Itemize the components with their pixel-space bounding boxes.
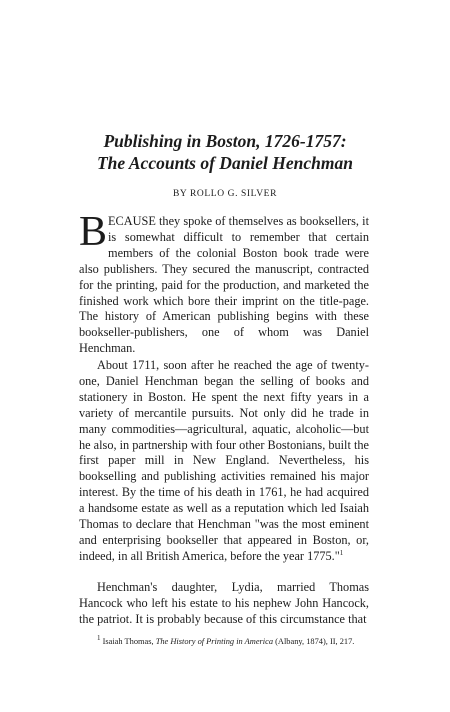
footnote-book-title: The History of Printing in America xyxy=(155,637,274,646)
paragraph-2-text: About 1711, soon after he reached the age of twenty-one, Daniel Henchman began the selling of books and stationery in Boston. He spent the next fifty years in a variety of mercantile pursuits. Not only did he trade in many commodities—agricultural, aquatic, alcoholic—but he also, in partnership with four other Bostonians, built the first paper mill in New England. Nevertheless, his bookselling and publishing activities remained his major interest. By the time of his death in 1761, he had acquired a handsome estate as well as a reputation which led Isaiah Thomas to declare that Henchman "was the most eminent and enterprising bookseller that appeared in Boston, or, indeed, in all British America, before the year 1775." xyxy=(79,358,369,563)
article-title-line-2: The Accounts of Daniel Henchman xyxy=(96,153,354,173)
paragraph-1 xyxy=(79,209,369,357)
article-title-line-1: Publishing in Boston, 1726-1757: xyxy=(103,131,347,151)
footnote-text-before: Isaiah Thomas, xyxy=(100,637,156,646)
paragraph-3 xyxy=(79,580,369,628)
footnote-mark: 1 xyxy=(97,634,101,643)
drop-cap: B xyxy=(79,209,108,255)
paragraph-2 xyxy=(79,358,369,565)
footnote-reference: 1 xyxy=(339,548,344,557)
footnote-text-after: (Albany, 1874), II, 217. xyxy=(273,637,355,646)
author-byline: BY ROLLO G. SILVER xyxy=(172,189,278,199)
paragraph-3-text: Henchman's daughter, Lydia, married Thomas Hancock who left his estate to his nephew John Hancock, the patriot. It is probably because of this circumstance that xyxy=(79,580,369,626)
paragraph-1-text: ECAUSE they spoke of themselves as booksellers, it is somewhat difficult to remember that certain members of the colonial Boston book trade were also publishers. They secured the manuscript, contracted for the printing, paid for the production, and marketed the finished work which bore their imprint on the title-page. The history of American publishing begins with these bookseller-publishers, one of whom was Daniel Henchman. xyxy=(79,214,369,356)
footnote xyxy=(79,636,369,647)
